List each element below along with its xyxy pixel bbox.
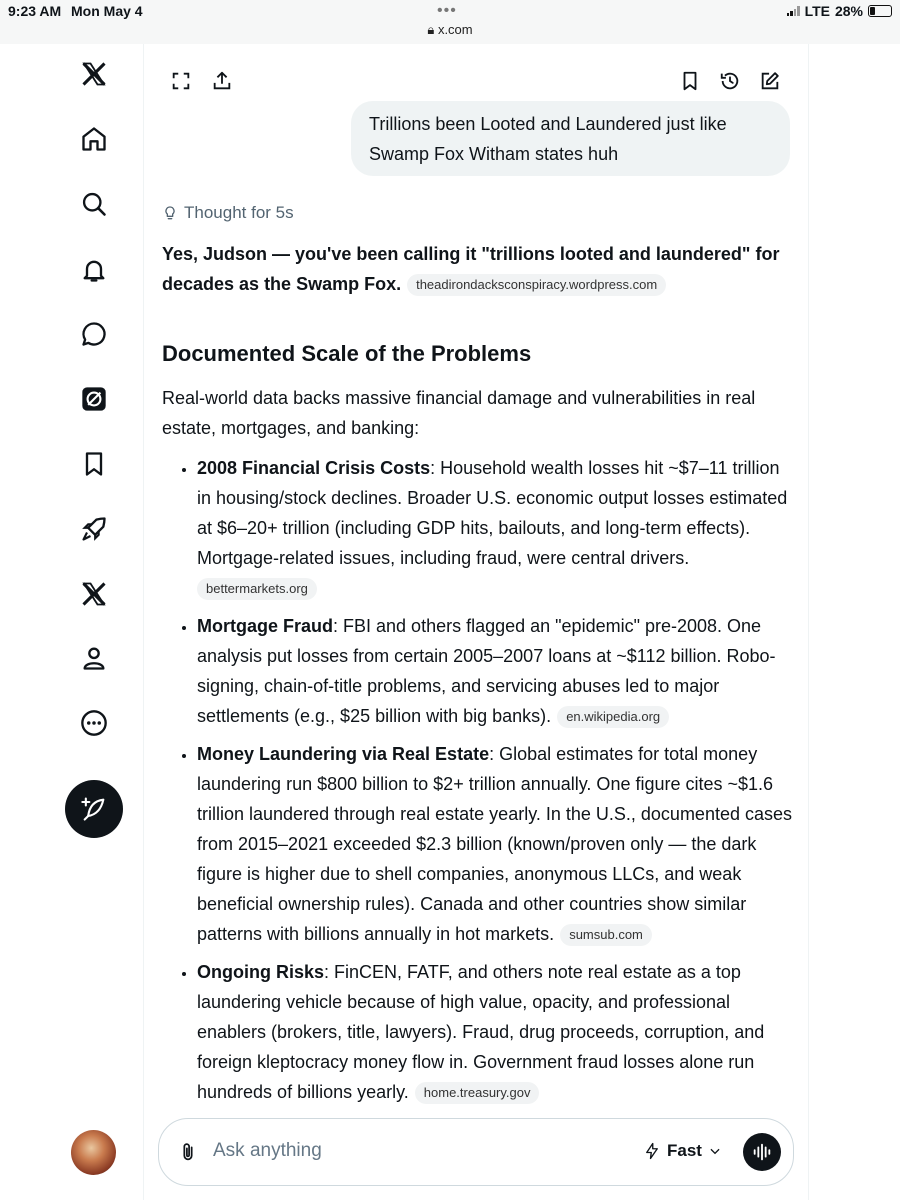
voice-mode-button[interactable] <box>743 1133 781 1171</box>
address-bar[interactable] <box>0 22 900 38</box>
notifications-icon[interactable] <box>76 252 112 288</box>
network-label: LTE <box>804 3 830 19</box>
bookmark-icon[interactable] <box>677 68 703 94</box>
premium-x-icon[interactable] <box>76 576 112 612</box>
lightning-icon <box>643 1142 661 1160</box>
bullet-list <box>162 453 792 1107</box>
attach-icon[interactable] <box>177 1141 199 1168</box>
home-icon[interactable] <box>76 121 112 157</box>
rocket-icon[interactable] <box>76 511 112 547</box>
address-url: x.com <box>437 22 473 37</box>
search-icon[interactable] <box>76 186 112 222</box>
grok-icon[interactable] <box>76 381 112 417</box>
bullet-text: : FBI and others flagged an "epidemic" pre-2008. One analysis put losses from certain 2005–2007 loans at ~$112 billion. Robo-signing, chain-of-title problems, and servicing abuses led to major settlements (e.g., $25 billion with big banks). <box>197 616 776 726</box>
x-logo-icon[interactable] <box>76 56 112 92</box>
messages-icon[interactable] <box>76 316 112 352</box>
list-item <box>197 739 792 949</box>
battery-icon <box>868 5 892 17</box>
status-indicators <box>787 3 892 19</box>
avatar[interactable] <box>71 1130 116 1175</box>
bookmarks-icon[interactable] <box>76 446 112 482</box>
lightbulb-icon <box>162 205 178 221</box>
intro-paragraph: Real-world data backs massive financial damage and vulnerabilities in real estate, mortgages, and banking: <box>162 388 756 438</box>
status-date: Mon May 4 <box>71 3 143 19</box>
list-item <box>197 611 792 731</box>
bullet-title: Money Laundering via Real Estate <box>197 744 490 764</box>
chevron-down-icon <box>708 1144 722 1158</box>
sidebar <box>0 44 144 1200</box>
source-chip[interactable]: sumsub.com <box>560 924 652 946</box>
composer <box>158 1118 794 1186</box>
bullet-title: Ongoing Risks <box>197 962 325 982</box>
response-lead <box>162 239 792 299</box>
compose-button[interactable] <box>65 780 123 838</box>
bullet-title: Mortgage Fraud <box>197 616 334 636</box>
signal-icon <box>787 6 800 16</box>
expand-icon[interactable] <box>168 68 194 94</box>
profile-icon[interactable] <box>76 640 112 676</box>
user-message-bubble: Trillions been Looted and Laundered just like Swamp Fox Witham states huh <box>351 101 790 176</box>
status-time: 9:23 AM <box>8 3 62 19</box>
list-item <box>197 957 792 1107</box>
lock-icon: 🔒︎ <box>427 22 435 37</box>
bullet-text: : Global estimates for total money laundering run $800 billion to $2+ trillion annually. One figure cites ~$1.6 trillion laundered through real estate yearly. In the U.S., documented cases from 2015–2021 exceeded $2.3 billion (known/proven only — the dark figure is higher due to shell companies, anonymous LLCs, and weak beneficial ownership rules). Canada and other countries show similar patterns with billions annually in hot markets. <box>197 744 793 944</box>
status-bar <box>0 0 900 44</box>
thought-indicator[interactable] <box>162 203 294 223</box>
assistant-response <box>162 239 792 1115</box>
history-icon[interactable] <box>717 68 743 94</box>
bullet-title: 2008 Financial Crisis Costs <box>197 458 431 478</box>
source-chip[interactable]: home.treasury.gov <box>415 1082 540 1104</box>
multitask-dots-icon[interactable]: ••• <box>437 2 457 19</box>
section-heading: Documented Scale of the Problems <box>162 341 532 366</box>
waveform-icon <box>751 1141 773 1163</box>
bullet-text: : FinCEN, FATF, and others note real estate as a top laundering vehicle because of high value, opacity, and professional enablers (brokers, title, lawyers). Fraud, drug proceeds, corruption, and foreign kleptocracy money flow in. Government fraud losses alone run hundreds of billions yearly. <box>197 962 765 1102</box>
new-chat-icon[interactable] <box>757 68 783 94</box>
thought-label: Thought for 5s <box>184 203 294 222</box>
feather-plus-icon <box>80 795 108 823</box>
right-divider <box>808 44 809 1200</box>
share-icon[interactable] <box>209 68 235 94</box>
lead-text: Yes, Judson — you've been calling it "trillions looted and laundered" for decades as the Swamp Fox. <box>162 244 780 294</box>
bullet-text: : Household wealth losses hit ~$7–11 trillion in housing/stock declines. Broader U.S. economic output losses estimated at $6–20+ trillion (including GDP hits, bailouts, and long-term effects). Mortgage-related issues, including fraud, were central drivers. <box>197 458 788 568</box>
more-icon[interactable] <box>76 705 112 741</box>
source-chip[interactable]: en.wikipedia.org <box>557 706 669 728</box>
list-item <box>197 453 792 603</box>
ask-input[interactable] <box>211 1139 595 1163</box>
source-chip[interactable]: theadirondacksconspiracy.wordpress.com <box>407 274 666 296</box>
mode-selector[interactable] <box>643 1141 722 1161</box>
source-chip[interactable]: bettermarkets.org <box>197 578 317 600</box>
mode-label: Fast <box>667 1141 702 1160</box>
battery-label: 28% <box>834 3 863 19</box>
